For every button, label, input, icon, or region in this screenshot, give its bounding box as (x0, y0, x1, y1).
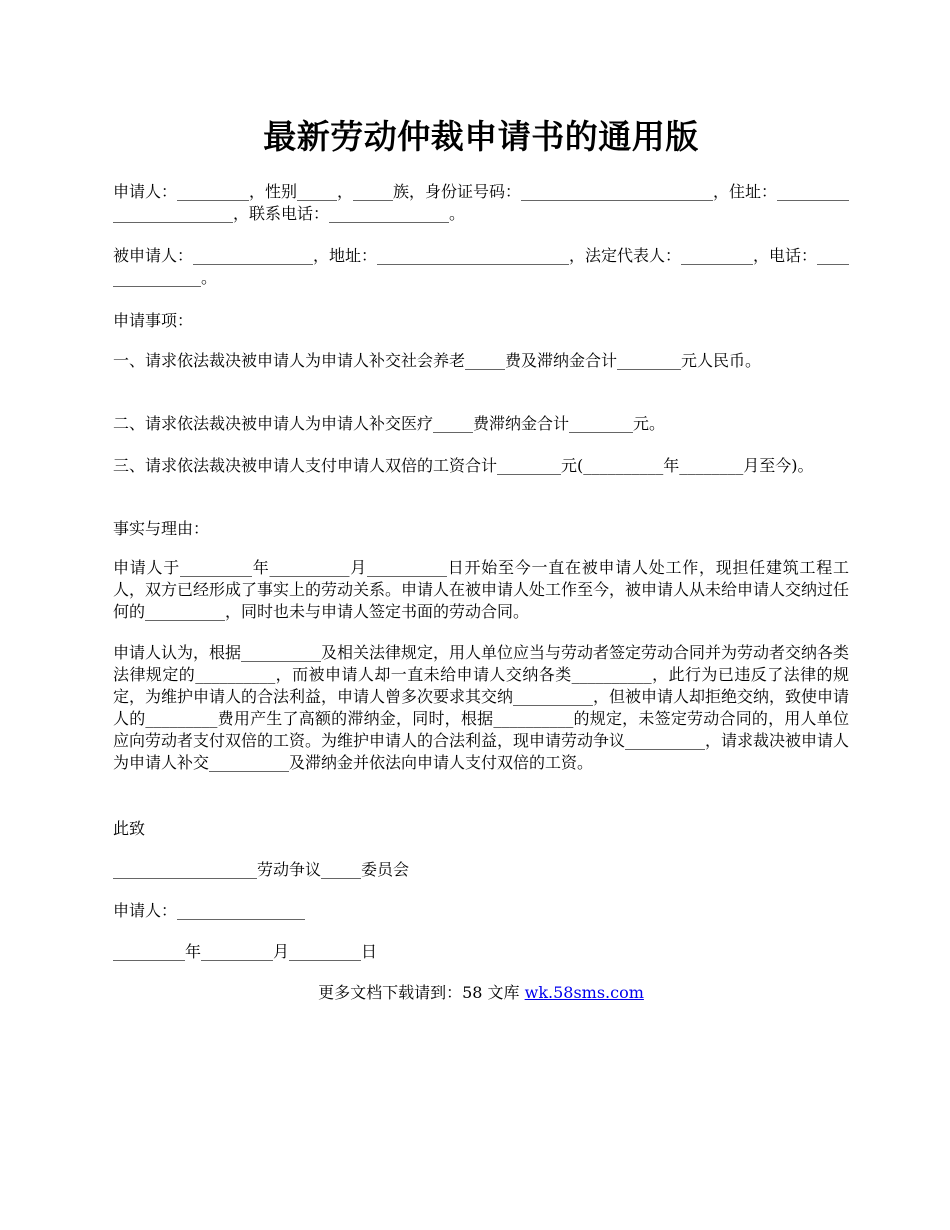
claim-item-1: 一、请求依法裁决被申请人为申请人补交社会养老_____费及滞纳金合计________元人民币。 (113, 351, 762, 370)
footer-text: 更多文档下载请到：58 文库 (318, 983, 525, 1002)
salutation: 此致 (113, 819, 146, 838)
facts-heading: 事实与理由： (113, 519, 210, 538)
footer-link[interactable]: wk.58sms.com (524, 983, 644, 1002)
respondent-info: 被申请人：_______________，地址：________________________，法定代表人：_________，电话：_______________。 (113, 246, 850, 287)
claim-item-2: 二、请求依法裁决被申请人为申请人补交医疗_____费滞纳金合计________元。 (113, 414, 666, 433)
applicant-info: 申请人：_________，性别_____，_____族，身份证号码：________________________，住址：________________________，联系电话：_______________。 (113, 182, 850, 223)
facts-paragraph-1: 申请人于_________年__________月__________日开始至今一直在被申请人处工作，现担任建筑工程工人，双方已经形成了事实上的劳动关系。申请人在被申请人处工作至今，被申请人从未给申请人交纳过任何的__________，同时也未与申请人签定书面的劳动合同。 (113, 558, 850, 621)
page-title: 最新劳动仲裁申请书的通用版 (263, 117, 699, 156)
footer (113, 982, 849, 1004)
signature-line: 申请人：________________ (113, 901, 306, 920)
claims-heading: 申请事项： (113, 311, 194, 330)
committee-line: __________________劳动争议_____委员会 (113, 860, 410, 879)
facts-paragraph-2: 申请人认为，根据__________及相关法律规定，用人单位应当与劳动者签定劳动合同并为劳动者交纳各类法律规定的__________，而被申请人却一直未给申请人交纳各类__________，此行为已违反了法律的规定，为维护申请人的合法利益，申请人曾多次要求其交纳__________，但被申请人却拒绝交纳，致使申请人的_________费用产生了高额的滞纳金，同时，根据__________的规定，未签定劳动合同的，用人单位应向劳动者支付双倍的工资。为维护申请人的合法利益，现申请劳动争议__________，请求裁决被申请人为申请人补交__________及滞纳金并依法向申请人支付双倍的工资。 (113, 643, 850, 772)
date-line: _________年_________月_________日 (113, 942, 378, 961)
claim-item-3: 三、请求依法裁决被申请人支付申请人双倍的工资合计________元(__________年________月至今)。 (113, 456, 814, 475)
